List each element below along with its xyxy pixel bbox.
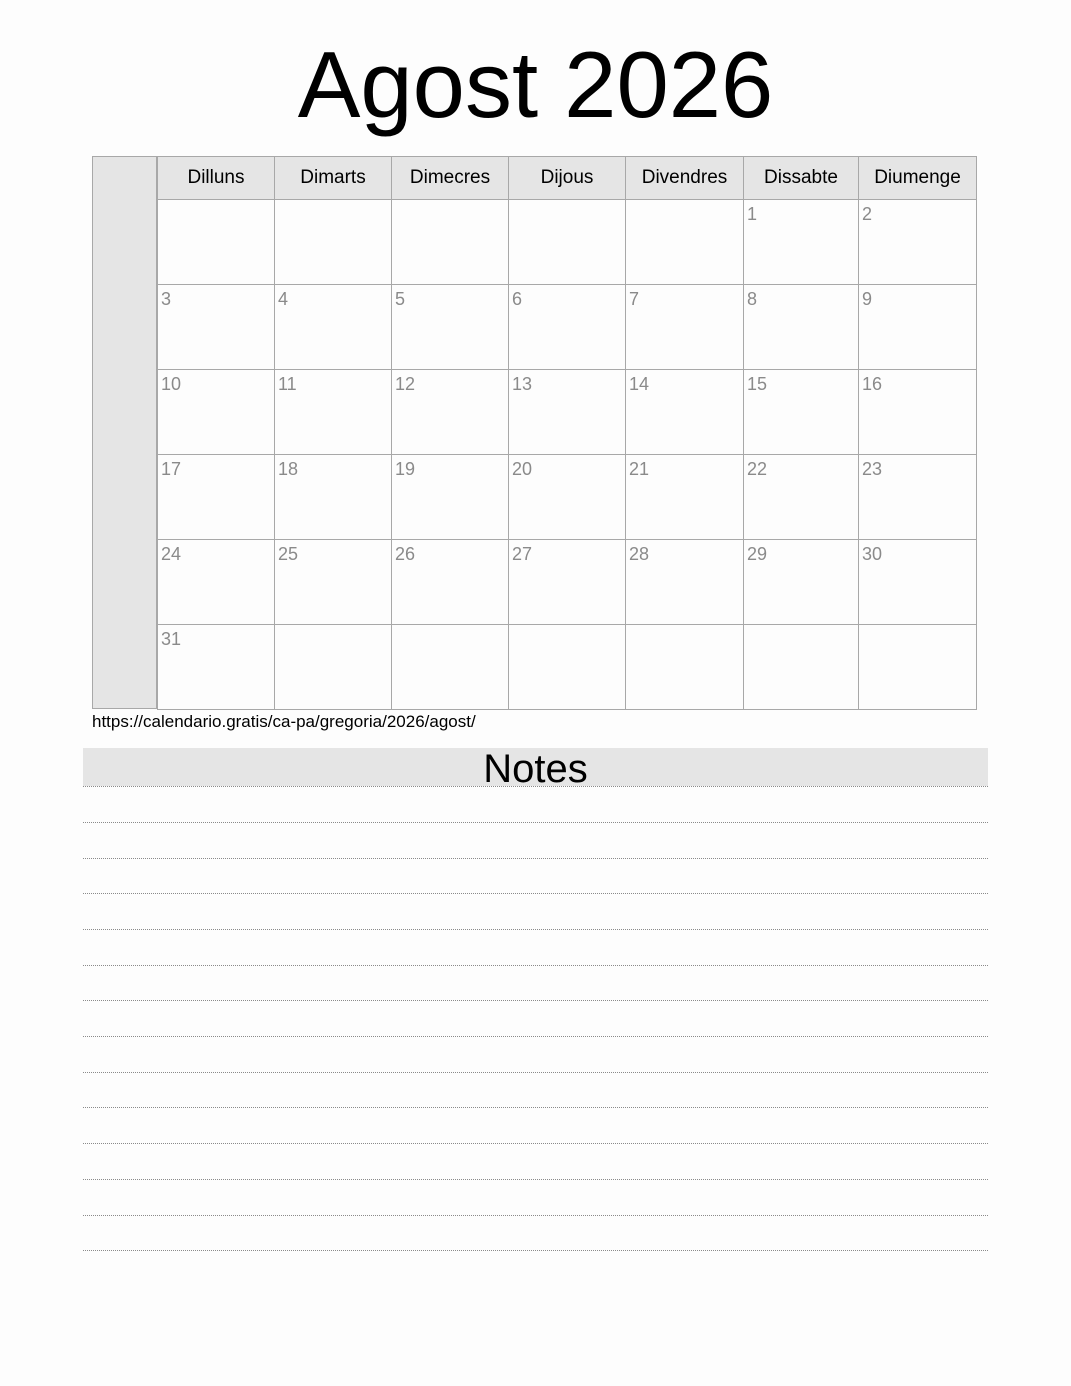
day-number [509,625,625,629]
day-cell [744,200,859,285]
day-cell [509,370,626,455]
day-cell [509,540,626,625]
weekday-header: Diumenge [859,157,977,200]
day-cell [392,370,509,455]
day-number: 19 [395,459,416,479]
day-number: 21 [629,459,650,479]
day-cell [859,370,977,455]
day-cell [859,455,977,540]
note-line [83,893,988,894]
note-line [83,1036,988,1037]
weekday-header: Divendres [626,157,744,200]
day-cell [744,540,859,625]
note-line [83,1072,988,1073]
weekday-header: Dimecres [392,157,509,200]
day-number: 1 [747,204,758,224]
day-number: 22 [747,459,768,479]
day-cell [158,200,275,285]
day-number: 10 [161,374,182,394]
note-line [83,822,988,823]
day-cell [275,625,392,710]
day-number: 16 [862,374,883,394]
day-number [158,200,274,204]
day-cell [509,200,626,285]
day-cell [275,285,392,370]
day-number: 4 [278,289,289,309]
day-number: 31 [161,629,182,649]
day-number: 17 [161,459,182,479]
day-cell [392,200,509,285]
week-row [158,625,977,710]
day-cell [509,285,626,370]
notes-header: Notes [83,748,988,786]
day-cell [626,200,744,285]
day-number: 15 [747,374,768,394]
day-number: 11 [278,374,297,394]
day-cell [158,540,275,625]
day-cell [859,540,977,625]
day-number [392,200,508,204]
day-cell [158,625,275,710]
day-number: 3 [161,289,172,309]
note-line [83,1000,988,1001]
day-cell [275,455,392,540]
weekday-header: Dimarts [275,157,392,200]
day-cell [509,625,626,710]
day-number: 20 [512,459,533,479]
day-cell [859,285,977,370]
day-cell [859,200,977,285]
day-number: 2 [862,204,873,224]
week-row [158,455,977,540]
calendar-grid [157,156,977,710]
day-cell [626,455,744,540]
day-number: 14 [629,374,650,394]
note-line [83,1179,988,1180]
day-cell [859,625,977,710]
day-cell [275,540,392,625]
day-cell [744,285,859,370]
day-cell [392,285,509,370]
day-number [509,200,625,204]
day-cell [275,370,392,455]
day-number: 26 [395,544,416,564]
weekday-header: Dilluns [158,157,275,200]
day-number [626,625,743,629]
day-cell [392,455,509,540]
weekday-header: Dijous [509,157,626,200]
day-number [275,625,391,629]
day-number: 29 [747,544,768,564]
note-line [83,1215,988,1216]
day-cell [744,625,859,710]
day-number: 23 [862,459,883,479]
day-number: 27 [512,544,533,564]
week-row [158,540,977,625]
week-column [92,156,157,709]
day-number: 8 [747,289,758,309]
day-number: 13 [512,374,533,394]
day-number [626,200,743,204]
day-cell [626,285,744,370]
day-number [744,625,858,629]
day-cell [158,285,275,370]
day-cell [158,370,275,455]
weekday-header-row [158,157,977,200]
day-cell [275,200,392,285]
day-number: 12 [395,374,416,394]
day-number [859,625,976,629]
day-cell [392,625,509,710]
day-number: 24 [161,544,182,564]
page-title: Agost 2026 [297,32,774,137]
day-cell [626,540,744,625]
note-line [83,1107,988,1108]
note-line [83,929,988,930]
day-number: 5 [395,289,406,309]
note-line [83,786,988,787]
day-cell [392,540,509,625]
source-url: https://calendario.gratis/ca-pa/gregoria/2026/agost/ [92,712,476,731]
day-number: 6 [512,289,523,309]
note-line [83,858,988,859]
week-row [158,370,977,455]
note-line [83,1143,988,1144]
day-cell [626,370,744,455]
day-number: 25 [278,544,299,564]
day-cell [626,625,744,710]
day-cell [509,455,626,540]
day-cell [158,455,275,540]
day-number [392,625,508,629]
day-number [275,200,391,204]
week-row [158,285,977,370]
day-number: 28 [629,544,650,564]
day-number: 18 [278,459,299,479]
day-number: 9 [862,289,873,309]
day-cell [744,370,859,455]
note-line [83,965,988,966]
day-number: 30 [862,544,883,564]
weekday-header: Dissabte [744,157,859,200]
week-row [158,200,977,285]
day-cell [744,455,859,540]
note-line [83,1250,988,1251]
day-number: 7 [629,289,640,309]
